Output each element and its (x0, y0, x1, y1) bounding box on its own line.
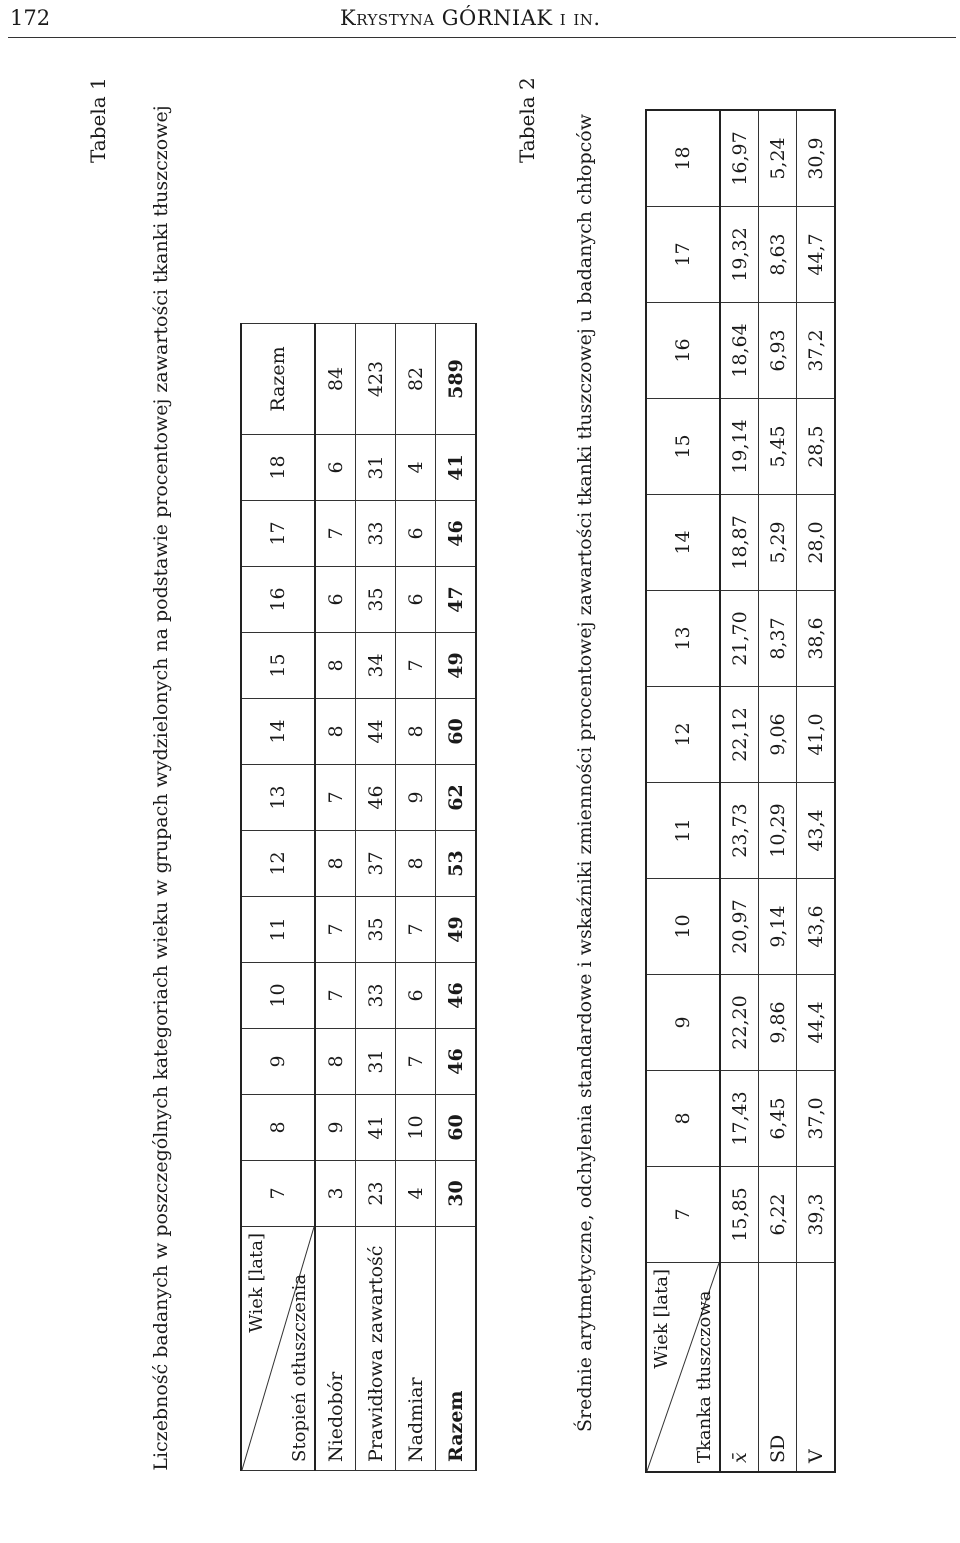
table-cell: 7 (396, 633, 436, 699)
table-cell: 9,14 (759, 879, 797, 975)
table-cell: 6,93 (759, 303, 797, 399)
table-cell: 6 (396, 501, 436, 567)
table-cell: 37,0 (797, 1071, 836, 1167)
table1-corner-cell (241, 1227, 315, 1471)
table-cell: 8 (396, 831, 436, 897)
table1-caption: Liczebność badanych w poszczególnych kategoriach wieku w grupach wydzielonych na podstawie procentowej zawartości tkanki tłuszczowej (150, 105, 172, 1471)
row-label: Razem (436, 1227, 477, 1471)
table2-col-header: 7 (646, 1167, 720, 1263)
table-cell: 60 (436, 1095, 477, 1161)
table-cell: 34 (356, 633, 396, 699)
table-cell: 17,43 (720, 1071, 759, 1167)
table2-col-header: 14 (646, 495, 720, 591)
table1-col-header: 16 (241, 567, 315, 633)
table-cell: 15,85 (720, 1167, 759, 1263)
table-cell: 8 (315, 831, 356, 897)
table2-col-header: 10 (646, 879, 720, 975)
table-cell: 8 (396, 699, 436, 765)
table1-col-header: 17 (241, 501, 315, 567)
table1-col-header: 13 (241, 765, 315, 831)
table-cell: 7 (315, 501, 356, 567)
row-label: x̄ (720, 1263, 759, 1473)
table-cell: 41,0 (797, 687, 836, 783)
table2-header-row (646, 110, 720, 1472)
table2-col-header: 12 (646, 687, 720, 783)
table-cell: 8,37 (759, 591, 797, 687)
table-cell: 46 (436, 963, 477, 1029)
table1-col-header: 11 (241, 897, 315, 963)
table-cell: 62 (436, 765, 477, 831)
table-cell: 9 (315, 1095, 356, 1161)
table-row (315, 324, 356, 1471)
table-cell: 6 (396, 567, 436, 633)
row-label: Niedobór (315, 1227, 356, 1471)
table-cell: 43,6 (797, 879, 836, 975)
row-label: Nadmiar (396, 1227, 436, 1471)
table-cell: 49 (436, 897, 477, 963)
table-cell: 31 (356, 1029, 396, 1095)
row-label: Prawidłowa zawartość (356, 1227, 396, 1471)
table1-header-row (241, 324, 315, 1471)
table-cell: 22,20 (720, 975, 759, 1071)
table-cell: 23 (356, 1161, 396, 1227)
table-cell: 46 (356, 765, 396, 831)
table2-corner-top: Wiek [lata] (651, 1269, 672, 1369)
table-cell: 20,97 (720, 879, 759, 975)
table-cell: 30 (436, 1161, 477, 1227)
running-title: Krystyna GÓRNIAK i in. (340, 6, 601, 30)
table-cell: 5,24 (759, 110, 797, 207)
table-cell: 10 (396, 1095, 436, 1161)
table-cell: 8 (315, 1029, 356, 1095)
table2-col-header: 17 (646, 207, 720, 303)
table-cell: 7 (315, 963, 356, 1029)
table-cell: 8,63 (759, 207, 797, 303)
table1-col-header: 8 (241, 1095, 315, 1161)
table-cell: 6,45 (759, 1071, 797, 1167)
table-row (759, 110, 797, 1472)
table-row-total (436, 324, 477, 1471)
table2-caption: Średnie arytmetyczne, odchylenia standardowe i wskaźniki zmienności procentowej zawartości tkanki tłuszczowej u badanych chłopców (574, 114, 596, 1433)
table-cell: 19,14 (720, 399, 759, 495)
table-row (356, 324, 396, 1471)
table1-corner-top: Wiek [lata] (246, 1233, 267, 1333)
table-cell: 43,4 (797, 783, 836, 879)
table-cell: 18,87 (720, 495, 759, 591)
table2-col-header: 16 (646, 303, 720, 399)
table-cell: 9 (396, 765, 436, 831)
table1-corner-bottom: Stopień otłuszczenia (289, 1273, 310, 1462)
table-cell: 44,7 (797, 207, 836, 303)
table-cell: 7 (315, 765, 356, 831)
table2-col-header: 13 (646, 591, 720, 687)
table-cell: 21,70 (720, 591, 759, 687)
table-cell: 8 (315, 633, 356, 699)
table-row (797, 110, 836, 1472)
table2-col-header: 11 (646, 783, 720, 879)
table-cell: 82 (396, 324, 436, 435)
table2-col-header: 9 (646, 975, 720, 1071)
table-cell: 4 (396, 1161, 436, 1227)
table-cell: 44,4 (797, 975, 836, 1071)
table1 (240, 323, 477, 1471)
table1-col-header: 9 (241, 1029, 315, 1095)
table-cell: 38,6 (797, 591, 836, 687)
table-cell: 6 (315, 435, 356, 501)
table-cell: 53 (436, 831, 477, 897)
table2-label: Tabela 2 (515, 77, 539, 163)
table1-col-header: 10 (241, 963, 315, 1029)
table2-corner-bottom: Tkanka tłuszczowa (694, 1290, 715, 1463)
table-cell: 8 (315, 699, 356, 765)
table2-corner-cell (646, 1263, 720, 1473)
table-cell: 16,97 (720, 110, 759, 207)
table-cell: 6 (315, 567, 356, 633)
row-label: V (797, 1263, 836, 1473)
table-row (396, 324, 436, 1471)
table-cell: 49 (436, 633, 477, 699)
table-cell: 41 (436, 435, 477, 501)
row-label: SD (759, 1263, 797, 1473)
table-cell: 423 (356, 324, 396, 435)
table-cell: 6 (396, 963, 436, 1029)
table-row (720, 110, 759, 1472)
table1-col-header: Razem (241, 324, 315, 435)
table-cell: 39,3 (797, 1167, 836, 1263)
table-cell: 22,12 (720, 687, 759, 783)
table-cell: 18,64 (720, 303, 759, 399)
table-cell: 28,5 (797, 399, 836, 495)
table-cell: 35 (356, 567, 396, 633)
table-cell: 37,2 (797, 303, 836, 399)
table-cell: 5,29 (759, 495, 797, 591)
table-cell: 30,9 (797, 110, 836, 207)
table-cell: 7 (396, 897, 436, 963)
table-cell: 33 (356, 963, 396, 1029)
table-cell: 5,45 (759, 399, 797, 495)
table2-col-header: 8 (646, 1071, 720, 1167)
table-cell: 9,86 (759, 975, 797, 1071)
table-cell: 3 (315, 1161, 356, 1227)
table-cell: 19,32 (720, 207, 759, 303)
table-cell: 37 (356, 831, 396, 897)
table-cell: 4 (396, 435, 436, 501)
table-cell: 7 (315, 897, 356, 963)
table1-col-header: 18 (241, 435, 315, 501)
table-cell: 35 (356, 897, 396, 963)
table-cell: 589 (436, 324, 477, 435)
table-cell: 41 (356, 1095, 396, 1161)
table-cell: 28,0 (797, 495, 836, 591)
table-cell: 60 (436, 699, 477, 765)
table-cell: 23,73 (720, 783, 759, 879)
table-cell: 6,22 (759, 1167, 797, 1263)
table2-col-header: 15 (646, 399, 720, 495)
table2-col-header: 18 (646, 110, 720, 207)
table1-col-header: 15 (241, 633, 315, 699)
table-cell: 84 (315, 324, 356, 435)
table-cell: 9,06 (759, 687, 797, 783)
table1-col-header: 14 (241, 699, 315, 765)
table-cell: 33 (356, 501, 396, 567)
page-number: 172 (10, 6, 51, 30)
table1-col-header: 12 (241, 831, 315, 897)
table-cell: 31 (356, 435, 396, 501)
table-cell: 44 (356, 699, 396, 765)
table1-label: Tabela 1 (86, 77, 110, 163)
table2 (645, 109, 836, 1473)
table-cell: 7 (396, 1029, 436, 1095)
table-cell: 46 (436, 501, 477, 567)
table-cell: 46 (436, 1029, 477, 1095)
table1-col-header: 7 (241, 1161, 315, 1227)
table-cell: 10,29 (759, 783, 797, 879)
table-cell: 47 (436, 567, 477, 633)
